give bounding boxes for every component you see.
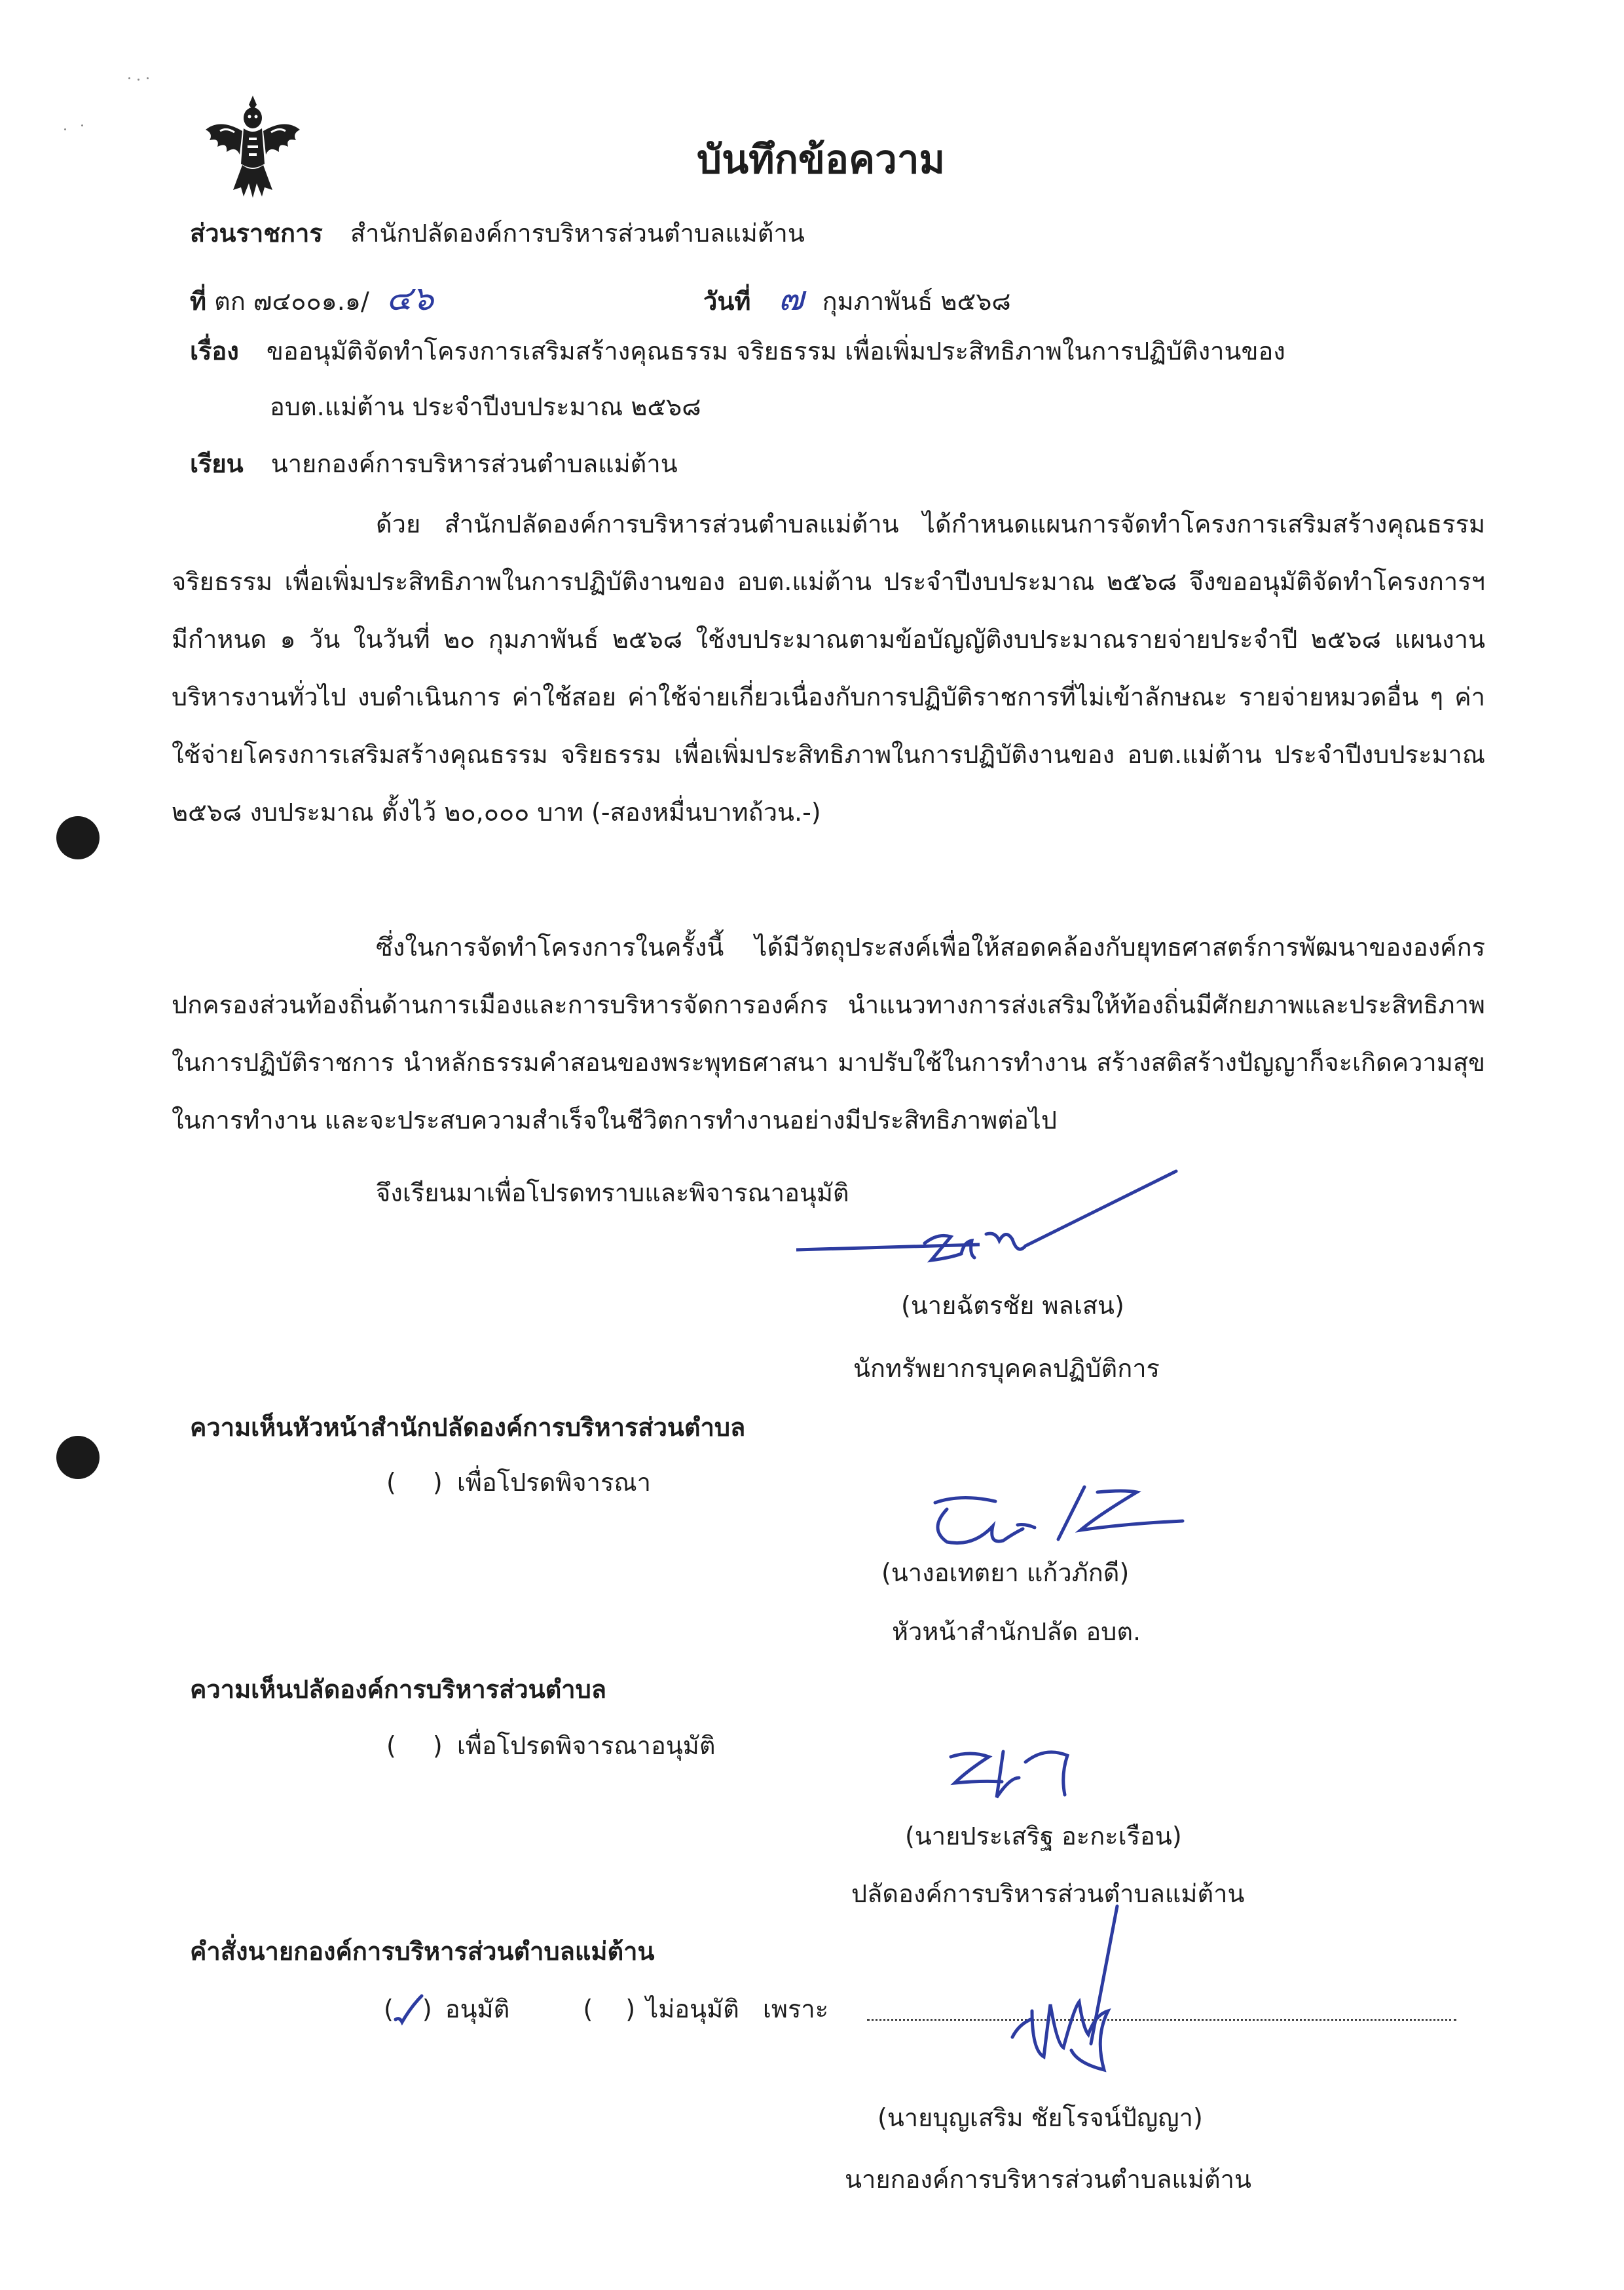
opinion-1-checkbox-open[interactable]: ( (386, 1468, 396, 1497)
subject-row (190, 331, 1285, 371)
approve-checkbox-close: ) (422, 1995, 432, 2023)
opinion-1-option-label: เพื่อโปรดพิจารณา (456, 1468, 651, 1497)
order-options-row (384, 1989, 828, 2029)
date-row (703, 271, 1011, 325)
signatory-1-position: นักทรัพยากรบุคคลปฏิบัติการ (853, 1354, 1160, 1383)
department-label: ส่วนราชการ (190, 219, 323, 248)
punch-hole-top (56, 816, 100, 859)
body-paragraph-1 (172, 495, 1485, 841)
scan-speck (64, 128, 66, 130)
subject-label: เรื่อง (190, 337, 239, 366)
reference-label: ที่ (190, 287, 207, 316)
subject-line-1: ขออนุมัติจัดทำโครงการเสริมสร้างคุณธรรม จริยธรรม เพื่อเพิ่มประสิทธิภาพในการปฏิบัติงานของ (266, 337, 1285, 366)
date-day-handwritten: ๗ (778, 279, 804, 318)
disapprove-checkbox-close: ) (625, 1995, 636, 2023)
because-label: เพราะ (762, 1995, 829, 2023)
approve-checkmark (392, 1992, 424, 2027)
department-row (190, 213, 805, 253)
addressee-row (190, 443, 678, 483)
approve-checkbox-open: ( (384, 1995, 394, 2023)
signature-4 (993, 1900, 1176, 2109)
opinion-2-heading: ความเห็นปลัดองค์การบริหารส่วนตำบล (190, 1675, 607, 1704)
approve-checkbox[interactable] (384, 1995, 432, 2023)
order-heading: คำสั่งนายกองค์การบริหารส่วนตำบลแม่ต้าน (190, 1937, 655, 1966)
disapprove-checkbox-open: ( (583, 1995, 593, 2023)
signature-3 (940, 1742, 1111, 1814)
signature-2 (927, 1480, 1196, 1559)
opinion-2-name: (นายประเสริฐ อะกะเรือน) (905, 1822, 1182, 1850)
date-rest: กุมภาพันธ์ ๒๕๖๘ (822, 287, 1011, 316)
opinion-2-option-row (386, 1725, 716, 1765)
opinion-1-option-row (386, 1462, 651, 1502)
disapprove-label: ไม่อนุมัติ (646, 1995, 739, 2023)
reference-number-handwritten: ๔๖ (386, 279, 434, 318)
closing-line: จึงเรียนมาเพื่อโปรดทราบและพิจารณาอนุมัติ (376, 1178, 849, 1207)
punch-hole-bottom (56, 1436, 100, 1479)
scan-speck (138, 79, 139, 81)
opinion-2-checkbox-close[interactable]: ) (432, 1731, 443, 1760)
approve-label: อนุมัติ (445, 1995, 510, 2023)
opinion-1-position: หัวหน้าสำนักปลัด อบต. (892, 1617, 1141, 1646)
garuda-emblem (200, 92, 305, 203)
addressee-label: เรียน (190, 449, 244, 478)
scan-speck (128, 77, 130, 79)
subject-line-2: อบต.แม่ต้าน ประจำปีงบประมาณ ๒๕๖๘ (270, 392, 701, 421)
signature-1 (796, 1166, 1189, 1284)
order-position: นายกองค์การบริหารส่วนตำบลแม่ต้าน (845, 2165, 1251, 2194)
scan-speck (81, 124, 83, 126)
memo-title: บันทึกข้อความ (697, 137, 946, 183)
department-value: สำนักปลัดองค์การบริหารส่วนตำบลแม่ต้าน (350, 219, 805, 248)
body-paragraph-2 (172, 918, 1485, 1149)
opinion-2-checkbox-open[interactable]: ( (386, 1731, 396, 1760)
opinion-2-option-label: เพื่อโปรดพิจารณาอนุมัติ (456, 1731, 716, 1760)
reference-value: ตก ๗๔๐๐๑.๑/ (214, 287, 369, 316)
order-name: (นายบุญเสริม ชัยโรจน์ปัญญา) (877, 2103, 1203, 2132)
scan-speck (147, 77, 149, 79)
opinion-1-checkbox-close[interactable]: ) (432, 1468, 443, 1497)
opinion-1-name: (นางอเทตยา แก้วภักดี) (881, 1558, 1130, 1587)
opinion-2-position: ปลัดองค์การบริหารส่วนตำบลแม่ต้าน (851, 1879, 1245, 1908)
addressee-value: นายกองค์การบริหารส่วนตำบลแม่ต้าน (270, 449, 678, 478)
reference-row (190, 271, 434, 325)
disapprove-checkbox[interactable] (583, 1995, 643, 2023)
signatory-1-name: (นายฉัตรชัย พลเสน) (901, 1291, 1124, 1320)
date-label: วันที่ (703, 287, 751, 316)
paragraph-2-text: ซึ่งในการจัดทำโครงการในครั้งนี้ ได้มีวัตถุประสงค์เพื่อให้สอดคล้องกับยุทธศาสตร์การพัฒนาขององค์กรปกครองส่วนท้องถิ่นด้านการเมืองและการบริหารจัดการองค์กร นำแนวทางการส่งเสริมให้ท้องถิ่นมีศักยภาพและประสิทธิภาพในการปฏิบัติราชการ นำหลักธรรมคำสอนของพระพุทธศาสนา มาปรับใช้ในการทำงาน สร้างสติสร้างปัญญาก็จะเกิดความสุขในการทำงาน และจะประสบความสำเร็จในชีวิตการทำงานอย่างมีประสิทธิภาพต่อไป (172, 933, 1485, 1135)
paragraph-1-text: ด้วย สำนักปลัดองค์การบริหารส่วนตำบลแม่ต้าน ได้กำหนดแผนการจัดทำโครงการเสริมสร้างคุณธรรม จริยธรรม เพื่อเพิ่มประสิทธิภาพในการปฏิบัติงานของ อบต.แม่ต้าน ประจำปีงบประมาณ ๒๕๖๘ จึงขออนุมัติจัดทำโครงการฯ มีกำหนด ๑ วัน ในวันที่ ๒๐ กุมภาพันธ์ ๒๕๖๘ ใช้งบประมาณตามข้อบัญญัติงบประมาณรายจ่ายประจำปี ๒๕๖๘ แผนงานบริหารงานทั่วไป งบดำเนินการ ค่าใช้สอย ค่าใช้จ่ายเกี่ยวเนื่องกับการปฏิบัติราชการที่ไม่เข้าลักษณะ รายจ่ายหมวดอื่น ๆ ค่าใช้จ่ายโครงการเสริมสร้างคุณธรรม จริยธรรม เพื่อเพิ่มประสิทธิภาพในการปฏิบัติงานของ อบต.แม่ต้าน ประจำปีงบประมาณ ๒๕๖๘ งบประมาณ ตั้งไว้ ๒๐,๐๐๐ บาท (-สองหมื่นบาทถ้วน.-) (172, 510, 1485, 827)
opinion-1-heading: ความเห็นหัวหน้าสำนักปลัดองค์การบริหารส่วนตำบล (190, 1413, 746, 1442)
